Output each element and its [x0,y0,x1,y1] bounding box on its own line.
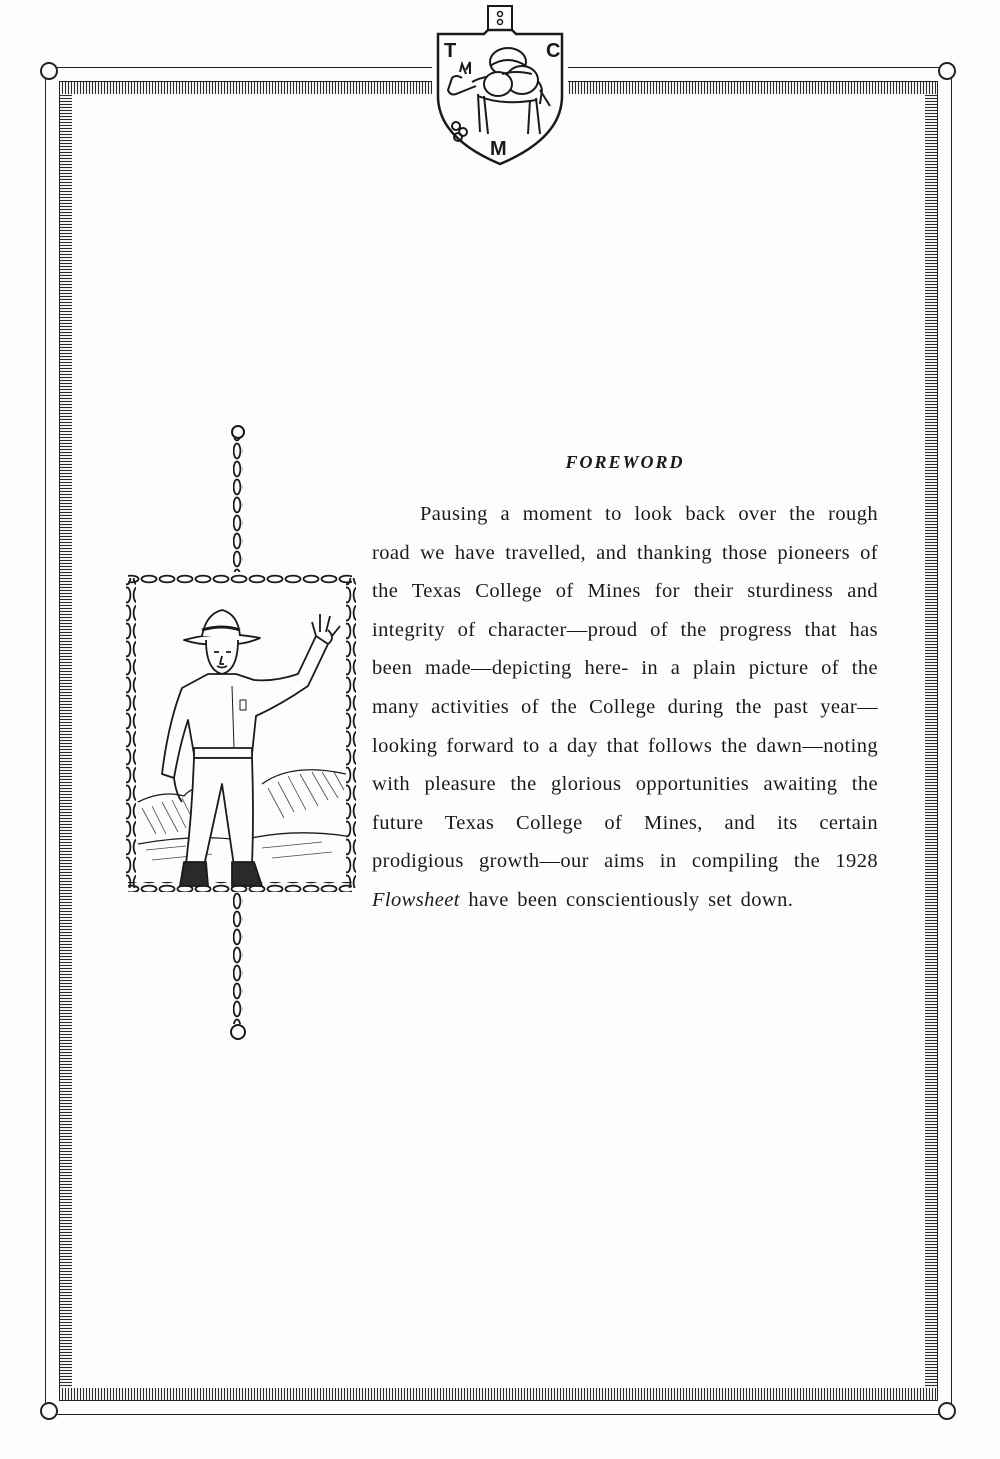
foreword-text-part-2: have been conscientiously set down. [459,888,794,911]
crest-letter-t: T [444,40,457,62]
miner-illustration [122,424,362,1044]
border-corner-ornament [938,62,956,80]
border-corner-ornament [938,1402,956,1420]
miner-chain-frame-drawing [122,424,362,1044]
foreword-text-part-1: Pausing a moment to look back over the rough road we have travelled, and thanking those pioneers of the Texas College of Mines for their sturdiness and integrity of character—proud of the progress that has been made—depicting here- in a plain picture of the many activities of the College during the past year—looking forward to a day that follows the dawn—noting with pleasure the glorious opportunities awaiting the future Texas College of Mines, and its certain prodigious growth—our aims in compiling the 1928 [372,503,878,873]
flowsheet-title-italic: Flowsheet [372,888,460,911]
crest-letter-m: M [490,138,507,160]
foreword-paragraph [372,495,878,920]
foreword-section [372,452,878,920]
border-corner-ornament [40,62,58,80]
college-crest [432,4,568,168]
border-corner-ornament [40,1402,58,1420]
crest-letter-c: C [546,40,561,62]
foreword-title: FOREWORD [565,452,685,472]
